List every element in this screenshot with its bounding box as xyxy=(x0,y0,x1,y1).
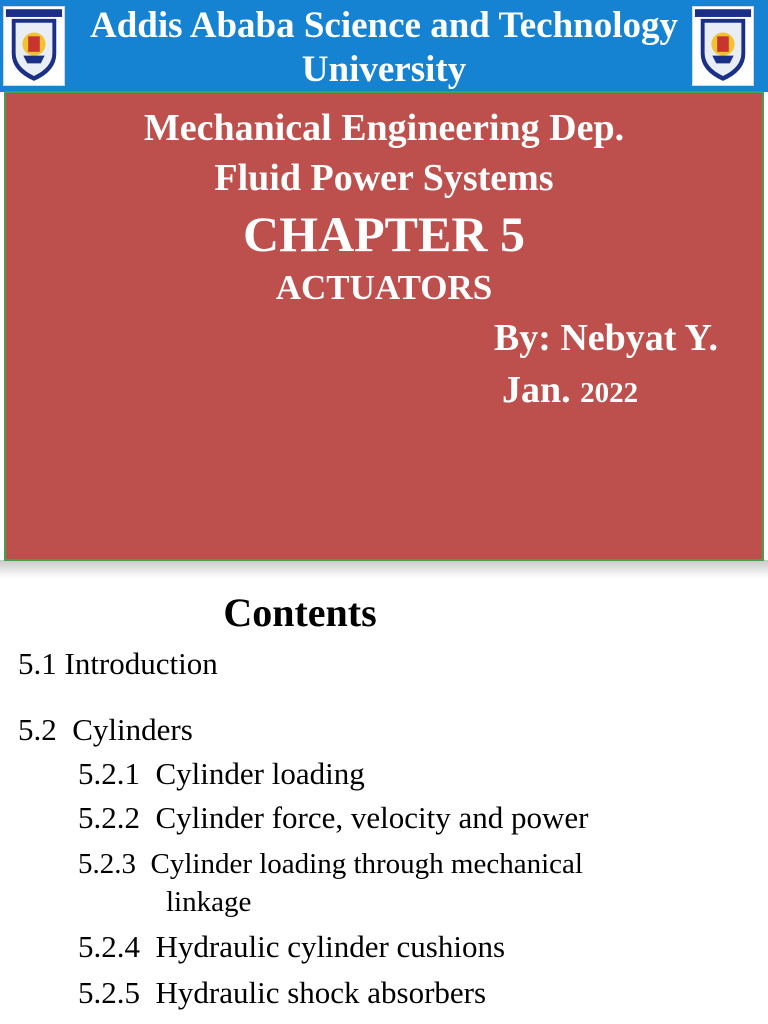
university-seal-icon xyxy=(692,6,754,86)
toc-title: Cylinder force, velocity and power xyxy=(155,800,589,835)
toc-item-continuation: linkage xyxy=(166,886,252,918)
toc-number: 5.2 xyxy=(18,712,57,747)
university-name: Addis Ababa Science and Technology University xyxy=(89,5,679,90)
chapter-title: CHAPTER 5 xyxy=(243,206,525,262)
toc-number: 5.2.3 xyxy=(78,848,136,880)
toc-title: Cylinder loading through mechanical xyxy=(150,848,583,880)
title-box xyxy=(4,91,764,561)
university-header xyxy=(0,0,768,92)
title-box-shadow xyxy=(0,560,768,578)
date-month: Jan. xyxy=(502,369,571,411)
toc-number: 5.2.2 xyxy=(78,800,140,835)
toc-number: 5.2.4 xyxy=(78,929,140,964)
toc-item xyxy=(78,975,486,1011)
university-seal-icon xyxy=(3,6,65,86)
toc-title: Hydraulic shock absorbers xyxy=(155,975,487,1010)
chapter-topic: ACTUATORS xyxy=(275,268,493,307)
contents-heading: Contents xyxy=(223,590,377,635)
toc-item xyxy=(78,846,583,882)
toc-title: Cylinder loading xyxy=(155,756,365,791)
toc-item xyxy=(78,756,365,792)
toc-item xyxy=(78,929,505,965)
toc-item xyxy=(78,800,589,836)
author-line: By: Nebyat Y. xyxy=(493,317,718,359)
toc-number: 5.1 xyxy=(18,646,57,681)
toc-number: 5.2.5 xyxy=(78,975,140,1010)
toc-item xyxy=(18,646,218,682)
course-title: Fluid Power Systems xyxy=(214,157,554,199)
department-title: Mechanical Engineering Dep. xyxy=(143,107,625,149)
toc-title: Cylinders xyxy=(72,712,193,747)
toc-number: 5.2.1 xyxy=(78,756,140,791)
date-year: 2022 xyxy=(580,377,639,409)
toc-title: Introduction xyxy=(64,646,218,681)
toc-title: Hydraulic cylinder cushions xyxy=(155,929,506,964)
toc-item xyxy=(18,712,193,748)
date-line xyxy=(502,367,638,416)
